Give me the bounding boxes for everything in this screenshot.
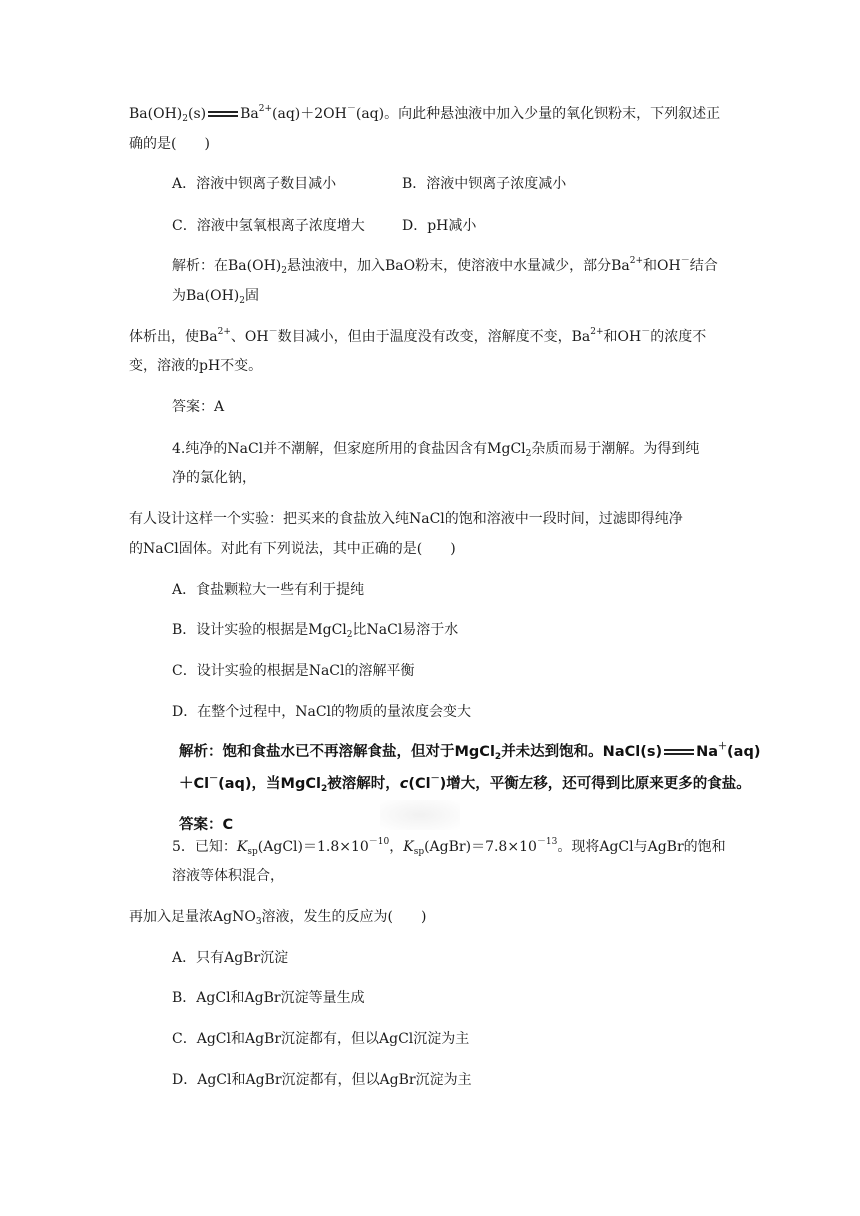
superscript: － [209, 774, 219, 784]
superscript: －10 [368, 837, 390, 847]
text: (Cl [408, 776, 431, 792]
text: K [236, 839, 248, 855]
text: 的NaCl固体。对此有下列说法，其中正确的是( ) [129, 541, 456, 557]
subscript: 2 [346, 630, 353, 640]
text: C．设计实验的根据是NaCl的溶解平衡 [172, 663, 415, 679]
q5-option-a [172, 948, 288, 968]
superscript: ＋ [718, 742, 728, 752]
text: 结合 [689, 258, 718, 274]
explanation-line-3 [129, 327, 706, 347]
text: 的浓度不 [650, 329, 707, 345]
text: ＋Cl [179, 776, 210, 792]
superscript: 2+ [629, 256, 644, 266]
explanation-line-4 [129, 356, 262, 376]
text: 。现将AgCl与AgBr的饱和 [557, 839, 726, 855]
text: c [399, 776, 409, 792]
superscript: 2+ [217, 327, 231, 337]
text: )增大，平衡左移，还可得到比原来更多的食盐。 [439, 776, 751, 792]
q4-option-d [172, 702, 471, 722]
text: 悬浊液中，加入BaO粉末，使溶液中水量减少，部分Ba [286, 258, 630, 274]
text: A．食盐颗粒大一些有利于提纯 [172, 582, 365, 598]
answer-2 [179, 815, 233, 835]
superscript: －13 [536, 837, 558, 847]
text: D．在整个过程中，NaCl的物质的量浓度会变大 [172, 704, 472, 720]
question-5-line-2 [172, 866, 284, 886]
q5-option-b [172, 988, 365, 1008]
text: C．AgCl和AgBr沉淀都有，但以AgCl沉淀为主 [172, 1031, 470, 1047]
text: 体析出，使Ba [129, 329, 218, 345]
text: 5．已知： [172, 839, 237, 855]
text: B．设计实验的根据是MgCl [172, 622, 347, 638]
text: (aq) [727, 744, 761, 760]
subscript: 2 [281, 266, 287, 276]
text: A．只有AgBr沉淀 [172, 950, 289, 966]
subscript: 2 [320, 784, 328, 794]
superscript: 2+ [258, 104, 273, 114]
subscript: 2 [182, 114, 188, 124]
subscript: 2 [525, 449, 532, 459]
text: K [403, 839, 414, 855]
text: 和OH [643, 258, 681, 274]
text: B．溶液中钡离子浓度减小 [402, 176, 567, 192]
text: Ba [240, 106, 259, 122]
subscript: sp [413, 847, 425, 857]
q5-option-c [172, 1029, 469, 1049]
subscript: 3 [255, 917, 262, 927]
text: 变，溶液的pH不变。 [129, 358, 263, 374]
question-4-line-2 [172, 468, 256, 488]
text: 答案：C [179, 817, 234, 833]
question-4-line-4 [129, 539, 456, 559]
question-4-line-3 [129, 509, 683, 529]
text: 被溶解时， [327, 776, 400, 792]
superscript: － [268, 327, 278, 337]
subscript: sp [247, 847, 258, 857]
text: B．AgCl和AgBr沉淀等量生成 [172, 990, 365, 1006]
superscript: － [346, 104, 356, 114]
text: 确的是( ) [129, 136, 210, 152]
option-c [172, 216, 365, 236]
text: 固 [244, 288, 259, 304]
text: 和OH [603, 329, 642, 345]
subscript: 2 [494, 752, 502, 762]
text: (aq)＋2OH [272, 106, 347, 122]
text: 杂质而易于潮解。为得到纯 [531, 441, 700, 457]
subscript: 2 [239, 296, 245, 306]
q5-option-d [172, 1070, 472, 1090]
text: 溶液，发生的反应为( ) [261, 909, 427, 925]
q4-option-b [172, 620, 458, 640]
text: 解析：在Ba(OH) [172, 258, 282, 274]
text: 解析：饱和食盐水已不再溶解食盐，但对于MgCl [179, 744, 495, 760]
question-5-line-1 [172, 837, 726, 857]
text: 、OH [230, 329, 269, 345]
text: (AgBr)＝7.8×10 [424, 839, 537, 855]
equilibrium-arrow-icon [664, 748, 694, 756]
question-5-line-3 [129, 907, 426, 927]
text: 答案：A [172, 399, 225, 415]
text: Na [696, 744, 719, 760]
answer-1 [172, 397, 224, 417]
text: 并未达到饱和。NaCl(s) [501, 744, 663, 760]
superscript: － [680, 256, 690, 266]
equilibrium-arrow-icon [208, 110, 238, 118]
superscript: － [430, 774, 440, 784]
option-d [402, 216, 476, 236]
option-b [402, 174, 566, 194]
superscript: － [641, 327, 651, 337]
option-a [172, 174, 336, 194]
text: (s) [187, 106, 207, 122]
text: 为Ba(OH) [172, 288, 240, 304]
q4-option-c [172, 661, 415, 681]
text: 有人设计这样一个实验：把买来的食盐放入纯NaCl的饱和溶液中一段时间，过滤即得纯净 [129, 511, 683, 527]
text: Ba(OH) [129, 106, 183, 122]
text: 4.纯净的NaCl并不潮解，但家庭所用的食盐因含有MgCl [172, 441, 526, 457]
text: C．溶液中氢氧根离子浓度增大 [172, 218, 365, 234]
text: 比NaCl易溶于水 [352, 622, 459, 638]
equation-line [129, 104, 720, 124]
question-4-line-1 [172, 439, 699, 459]
question-stem [129, 134, 210, 154]
explanation-5-line-1 [179, 742, 760, 762]
scan-smudge [380, 800, 460, 830]
explanation-line-1 [172, 256, 718, 276]
text: D．AgCl和AgBr沉淀都有，但以AgBr沉淀为主 [172, 1072, 472, 1088]
superscript: 2+ [590, 327, 604, 337]
text: (aq)，当MgCl [218, 776, 321, 792]
q4-option-a [172, 580, 364, 600]
text: A．溶液中钡离子数目减小 [172, 176, 337, 192]
text: 溶液等体积混合， [172, 868, 284, 884]
text: ， [389, 839, 404, 855]
explanation-line-2 [172, 286, 259, 306]
text: 净的氯化钠， [172, 470, 256, 486]
text: 再加入足量浓AgNO [129, 909, 256, 925]
text: (AgCl)＝1.8×10 [257, 839, 369, 855]
text: D．pH减小 [402, 218, 477, 234]
text: 数目减小，但由于温度没有改变，溶解度不变，Ba [277, 329, 591, 345]
explanation-5-line-2 [179, 774, 751, 794]
text: (aq)。向此种悬浊液中加入少量的氧化钡粉末，下列叙述正 [355, 106, 721, 122]
